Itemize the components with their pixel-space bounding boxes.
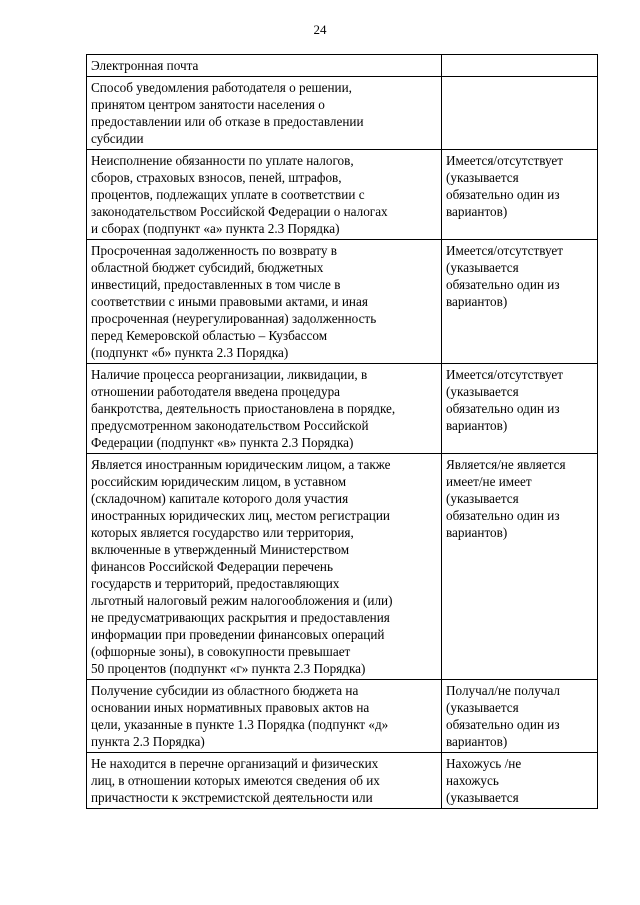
criterion-cell [87, 680, 442, 753]
value-cell [442, 364, 598, 454]
page-number: 24 [313, 22, 327, 37]
table-row [87, 55, 598, 77]
criteria-table [86, 54, 598, 809]
value-cell [442, 55, 598, 77]
value-cell [442, 150, 598, 240]
table-row [87, 364, 598, 454]
value-text: Имеется/отсутствует (указывается обязательно один из вариантов) [446, 243, 564, 309]
criterion-text: Способ уведомления работодателя о решении, принятом центром занятости населения о предоставлении или об отказе в предоставлении субсидии [91, 80, 364, 146]
criterion-cell [87, 364, 442, 454]
criterion-cell [87, 454, 442, 680]
value-cell [442, 753, 598, 809]
value-cell [442, 77, 598, 150]
table-row [87, 77, 598, 150]
criterion-cell [87, 240, 442, 364]
criterion-cell [87, 753, 442, 809]
criterion-text: Не находится в перечне организаций и физических лиц, в отношении которых имеются сведения об их причастности к экстремистской деятельности или [91, 756, 380, 805]
criterion-text: Получение субсидии из областного бюджета на основании иных нормативных правовых актов на цели, указанные в пункте 1.3 Порядка (подпункт «д» пункта 2.3 Порядка) [91, 683, 389, 749]
value-cell [442, 454, 598, 680]
table-row [87, 454, 598, 680]
value-text: Имеется/отсутствует (указывается обязательно один из вариантов) [446, 367, 564, 433]
value-cell [442, 680, 598, 753]
value-text: Нахожусь /не нахожусь (указывается [446, 756, 522, 805]
criterion-text: Просроченная задолженность по возврату в областной бюджет субсидий, бюджетных инвестиций, предоставленных в том числе в соответствии с иными правовыми актами, и иная просроченная (неурегулированная) задолженность перед Кемеровской областью – Кузбассом (подпункт «б» пункта 2.3 Порядка) [91, 243, 377, 360]
criterion-text: Электронная почта [91, 58, 199, 73]
criterion-cell [87, 55, 442, 77]
criterion-text: Неисполнение обязанности по уплате налогов, сборов, страховых взносов, пеней, штрафов, процентов, подлежащих уплате в соответствии с законодательством Российской Федерации о налогах и сборах (подпункт «а» пункта 2.3 Порядка) [91, 153, 388, 236]
value-text: Является/не является имеет/не имеет (указывается обязательно один из вариантов) [446, 457, 566, 540]
criterion-cell [87, 150, 442, 240]
criterion-text: Наличие процесса реорганизации, ликвидации, в отношении работодателя введена процедура банкротства, деятельность приостановлена в порядке, предусмотренном законодательством Российской Федерации (подпункт «в» пункта 2.3 Порядка) [91, 367, 396, 450]
table-row [87, 753, 598, 809]
value-cell [442, 240, 598, 364]
table-row [87, 150, 598, 240]
value-text: Получал/не получал (указывается обязательно один из вариантов) [446, 683, 561, 749]
table-row [87, 240, 598, 364]
value-text: Имеется/отсутствует (указывается обязательно один из вариантов) [446, 153, 564, 219]
criterion-cell [87, 77, 442, 150]
criterion-text: Является иностранным юридическим лицом, а также российским юридическим лицом, в уставном (складочном) капитале которого доля участия иностранных юридических лиц, местом регистрации которых является государство или территория, включенные в утвержденный Министерством финансов Российской Федерации перечень государств и территорий, предоставляющих льготный налоговый режим налогообложения и (или) не предусматривающих раскрытия и предоставления информации при проведении финансовых операций (офшорные зоны), в совокупности превышает 50 процентов (подпункт «г» пункта 2.3 Порядка) [91, 457, 393, 676]
table-row [87, 680, 598, 753]
